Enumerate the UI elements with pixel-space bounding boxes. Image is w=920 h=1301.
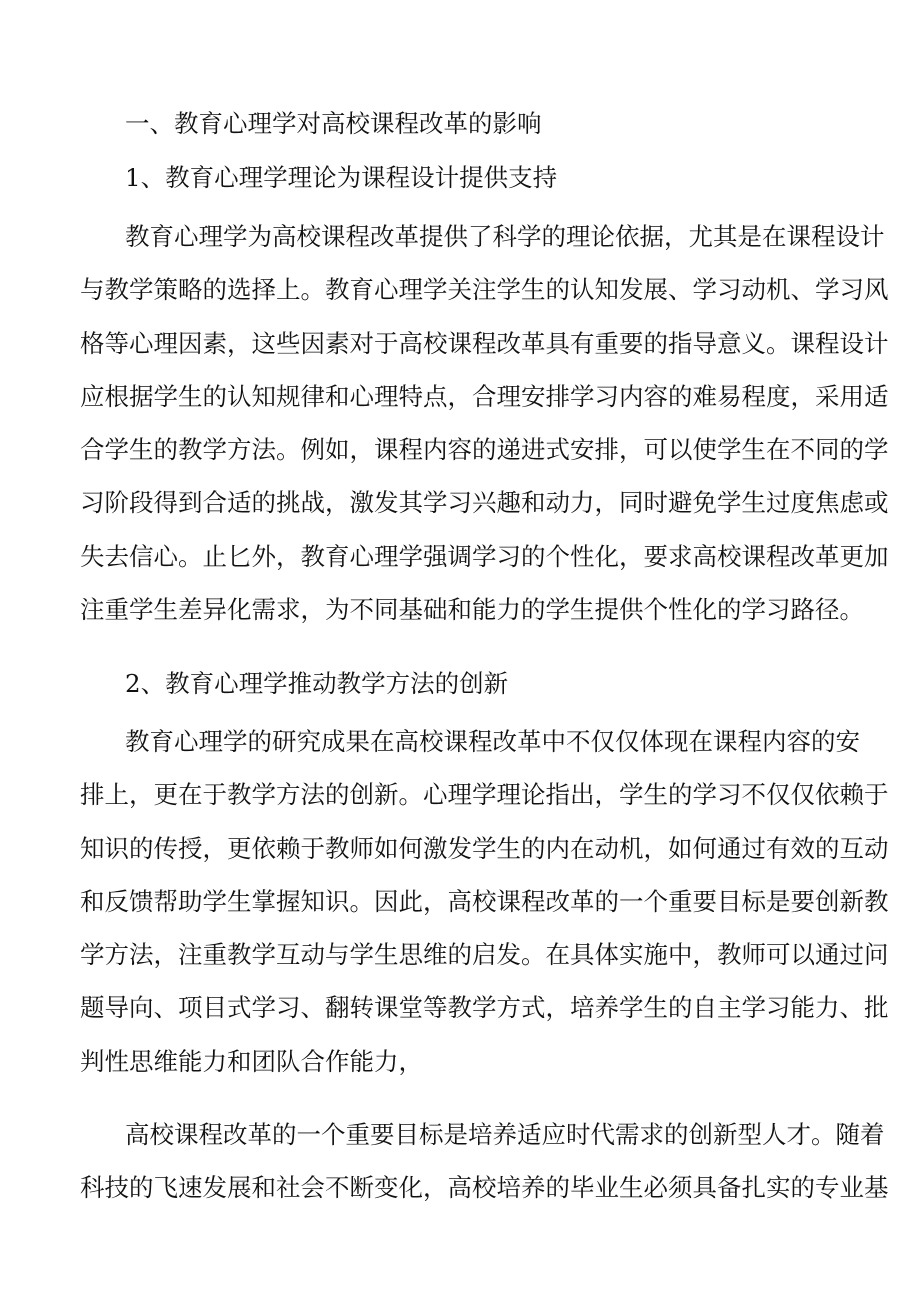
paragraph-line: 习阶段得到合适的挑战，激发其学习兴趣和动力，同时避免学生过度焦虑或 [80,488,889,518]
paragraph-line: 科技的飞速发展和社会不断变化，高校培养的毕业生必须具备扎实的专业基 [80,1173,889,1203]
paragraph-1 [80,214,889,640]
paragraph-line: 注重学生差异化需求，为不同基础和能力的学生提供个性化的学习路径。 [80,595,864,625]
paragraph-line: 失去信心。止匕外，教育心理学强调学习的个性化，要求高校课程改革更加 [80,541,889,571]
paragraph-line: 知识的传授，更依赖于教师如何激发学生的内在动机，如何通过有效的互动 [80,833,889,863]
paragraph-line: 高校课程改革的一个重要目标是培养适应时代需求的创新型人才。随着 [125,1120,885,1149]
paragraph-line: 合学生的教学方法。例如，课程内容的递进式安排，可以使学生在不同的学 [80,435,889,465]
paragraph-line: 和反馈帮助学生掌握知识。因此，高校课程改革的一个重要目标是要创新教 [80,886,889,916]
section-heading-1-2: 2、教育心理学推动教学方法的创新 [125,669,509,698]
paragraph-line: 应根据学生的认知规律和心理特点，合理安排学习内容的难易程度，采用适 [80,381,889,411]
paragraph-3 [80,1112,889,1219]
paragraph-line: 排上，更在于教学方法的创新。心理学理论指出，学生的学习不仅仅依赖于 [80,780,889,810]
paragraph-line: 学方法，注重教学互动与学生思维的启发。在具体实施中，教师可以通过问 [80,940,889,970]
paragraph-2 [80,719,889,1092]
paragraph-line: 判性思维能力和团队合作能力， [80,1046,423,1076]
paragraph-line: 与教学策略的选择上。教育心理学关注学生的认知发展、学习动机、学习风 [80,275,889,305]
paragraph-line: 格等心理因素，这些因素对于高校课程改革具有重要的指导意义。课程设计 [80,328,889,358]
paragraph-line: 题导向、项目式学习、翻转课堂等教学方式，培养学生的自主学习能力、批 [80,993,889,1023]
paragraph-line: 教育心理学为高校课程改革提供了科学的理论依据，尤其是在课程设计 [125,222,885,251]
section-heading-1: 一、教育心理学对高校课程改革的影响 [125,109,542,138]
section-heading-1-1: 1、教育心理学理论为课程设计提供支持 [125,163,558,192]
paragraph-line: 教育心理学的研究成果在高校课程改革中不仅仅体现在课程内容的安 [125,727,860,756]
